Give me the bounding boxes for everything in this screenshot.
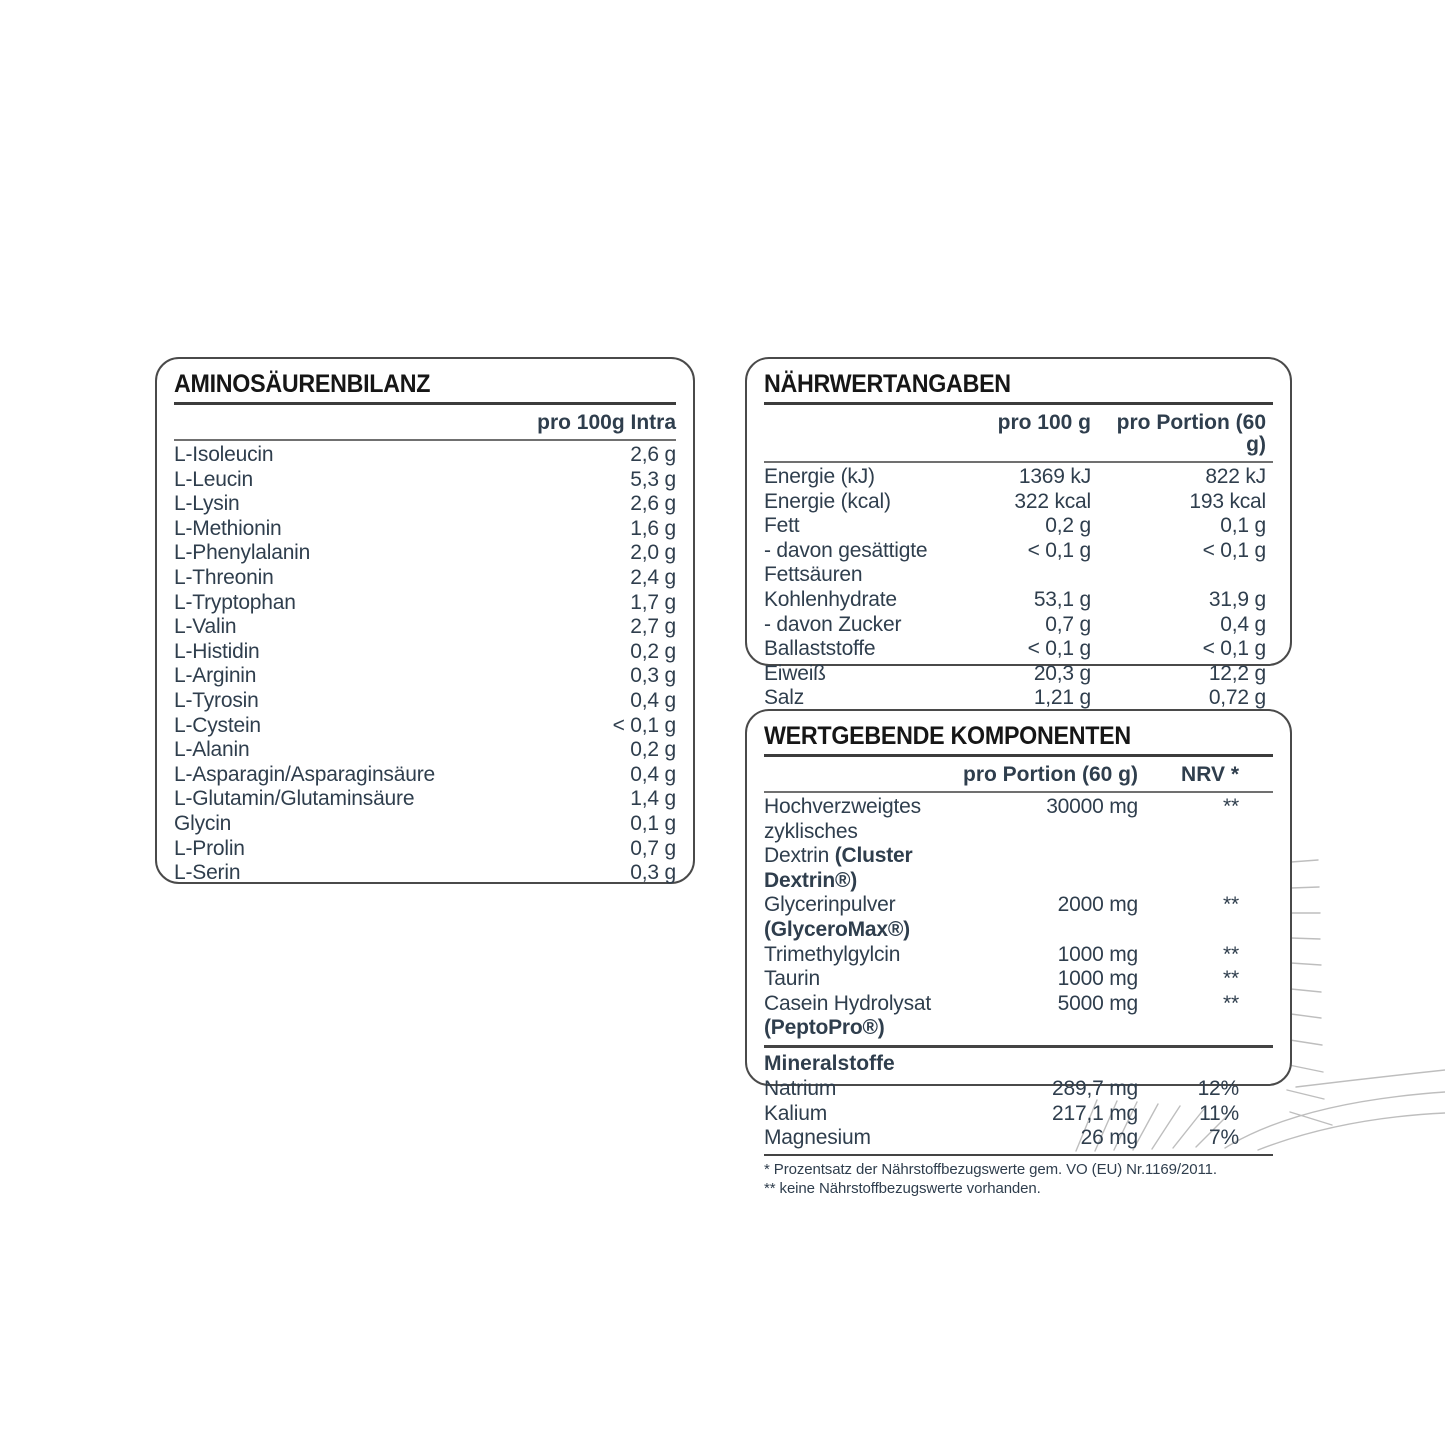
amino-acid-name: L-Valin [174,615,237,639]
nutrient-per-portion-value: < 0,1 g [1202,538,1266,562]
nutrient-name: - davon Zucker [764,612,902,636]
amino-acid-name: L-Serin [174,861,241,885]
component-amount [988,844,1138,893]
components-header-spacer [764,764,888,786]
amino-acid-value: 1,7 g [630,590,676,614]
amino-acid-value: 2,6 g [630,492,676,516]
mineral-name: Magnesium [764,1126,871,1150]
nutrient-name: Energie (kJ) [764,465,875,488]
per-100g-col-header: pro 100 g [997,411,1091,434]
mineral-amount: 289,7 mg [1052,1076,1138,1100]
tick-line [1290,1112,1332,1125]
footnotes [764,1156,1273,1198]
nutrient-per-portion-value: 31,9 g [1208,587,1266,611]
amino-acid-name: L-Histidin [174,639,260,663]
nutrition-header-spacer [764,412,983,456]
amino-acid-value: 1,4 g [630,787,676,811]
amino-header-spacer [174,412,537,434]
table-row [174,443,676,468]
tick-line [1287,1090,1324,1099]
table-row [764,539,1273,588]
tick-line [1290,1040,1322,1045]
tick-line [1291,1014,1321,1018]
table-row [764,1077,1273,1102]
amino-acid-value: 0,3 g [630,664,676,688]
amino-rows [174,441,676,886]
table-row [174,738,676,763]
component-name [764,992,988,1041]
component-name [764,844,988,893]
nutrient-name: Ballaststoffe [764,637,876,661]
amino-acid-name: L-Arginin [174,664,257,688]
amino-acid-value: < 0,1 g [612,713,676,737]
footnote-no-nrv: ** keine Nährstoffbezugswerte vorhanden. [764,1179,1041,1197]
amino-acid-value: 0,3 g [630,861,676,885]
tick-line [1291,938,1320,939]
nutrient-name: Eiweiß [764,661,826,685]
nutrient-per-portion-value: 0,72 g [1208,686,1266,710]
amino-acid-name: L-Alanin [174,738,250,762]
table-row [174,812,676,837]
component-nrv: ** [1223,795,1239,818]
nutrient-per-100g-value: 20,3 g [1033,661,1091,685]
nutrient-per-100g-value: 0,2 g [1045,514,1091,538]
nutrition-panel-title: NÄHRWERTANGABEN [764,370,1011,398]
table-row [764,1102,1273,1127]
minerals-rows [764,1077,1273,1151]
table-row [174,566,676,591]
nutrient-per-100g-value: 322 kcal [1014,489,1091,513]
amino-acid-name: L-Leucin [174,467,253,491]
nutrient-per-portion-value: 822 kJ [1205,465,1266,488]
amino-acid-name: L-Phenylalanin [174,541,311,565]
component-amount: 30000 mg [1046,795,1138,818]
table-row [764,967,1273,992]
table-row [174,640,676,665]
nutrient-name: - davon gesättigte Fettsäuren [764,538,928,587]
component-name-text: Taurin [764,967,820,991]
amino-acid-name: L-Prolin [174,836,245,860]
table-row [764,588,1273,613]
component-name [764,893,988,942]
nutrition-header-row [764,405,1273,461]
nutrient-per-portion-value: 0,1 g [1220,514,1266,538]
table-row [764,992,1273,1041]
table-row [174,615,676,640]
amino-header-row [174,405,676,439]
nutrition-facts-panel [745,357,1292,710]
nutrient-name: Salz [764,686,805,710]
table-row [764,893,1273,942]
table-row [174,837,676,862]
amino-acid-value: 0,2 g [630,738,676,762]
component-nrv [1138,844,1273,893]
table-row [764,490,1273,515]
amino-acid-value: 0,2 g [630,639,676,663]
nutrient-per-100g-value: 1,21 g [1033,686,1091,710]
component-nrv: ** [1223,991,1239,1015]
table-row [174,517,676,542]
component-nrv: ** [1223,942,1239,966]
mineral-name: Natrium [764,1076,837,1100]
component-amount: 1000 mg [1057,967,1138,991]
tick-line [1291,963,1321,965]
table-row [764,943,1273,968]
amino-panel-title: AMINOSÄURENBILANZ [174,370,431,398]
amino-acids-panel [155,357,695,884]
table-row [174,861,676,886]
component-name-text: Glycerinpulver [764,893,896,917]
amino-acid-value: 2,7 g [630,615,676,639]
component-name-text: Casein Hydrolysat [764,991,931,1015]
nutrient-per-portion-value: 12,2 g [1208,661,1266,685]
nutrient-name: Fett [764,514,800,538]
component-name [764,967,988,992]
curve-line [1258,1113,1445,1150]
component-name [764,943,988,968]
table-row [764,662,1273,687]
components-panel-title: WERTGEBENDE KOMPONENTEN [764,722,1131,750]
table-row [174,689,676,714]
curve-line [1296,1070,1445,1087]
tick-line [1289,1065,1323,1072]
nutrient-per-100g-value: 1369 kJ [1018,465,1091,488]
nrv-col-header: NRV * [1181,763,1239,786]
table-row [764,465,1273,490]
mineral-nrv-percent: 7% [1209,1126,1239,1150]
table-row [764,795,1273,844]
table-row [174,541,676,566]
nutrient-per-portion-value: 0,4 g [1220,612,1266,636]
component-amount: 2000 mg [1057,893,1138,917]
table-row [174,714,676,739]
components-header-row [764,757,1273,791]
per-portion-col-header: pro Portion (60 g) [1116,411,1266,456]
amino-acid-name: L-Asparagin/Asparaginsäure [174,762,435,786]
table-row [764,686,1273,711]
table-row [764,1126,1273,1151]
table-row [174,664,676,689]
amino-acid-name: L-Lysin [174,492,240,516]
nutrient-name: Energie (kcal) [764,489,891,513]
mineral-amount: 26 mg [1080,1126,1138,1150]
table-row [764,637,1273,662]
footnote-nrv-reference: * Prozentsatz der Nährstoffbezugswerte gem. VO (EU) Nr.1169/2011. [764,1160,1217,1178]
table-row [174,591,676,616]
nutrient-per-100g-value: 53,1 g [1033,587,1091,611]
amino-col-header: pro 100g Intra [537,411,676,434]
amino-acid-name: L-Tyrosin [174,688,259,712]
component-amount: 5000 mg [1057,991,1138,1015]
components-rows [764,793,1273,1041]
table-row [174,468,676,493]
table-row [174,787,676,812]
nutrient-name: Kohlenhydrate [764,587,897,611]
amino-acid-name: Glycin [174,811,232,835]
amino-acid-name: L-Threonin [174,565,274,589]
nutrient-per-portion-value: < 0,1 g [1202,637,1266,661]
component-brand-name: (Cluster Dextrin®) [764,844,913,892]
amino-acid-name: L-Glutamin/Glutaminsäure [174,787,415,811]
mineral-nrv-percent: 11% [1199,1101,1239,1125]
amino-acid-value: 0,4 g [630,688,676,712]
amino-acid-name: L-Isoleucin [174,443,274,466]
table-row [764,613,1273,638]
table-row [174,763,676,788]
amino-acid-value: 5,3 g [630,467,676,491]
mineral-amount: 217,1 mg [1052,1101,1138,1125]
component-brand-name: (GlyceroMax®) [764,917,910,941]
amino-acid-name: L-Cystein [174,713,261,737]
amino-acid-value: 2,0 g [630,541,676,565]
table-row [764,844,1273,893]
amino-acid-value: 2,6 g [630,443,676,466]
tick-line [1291,989,1321,992]
amino-acid-name: L-Methionin [174,516,282,540]
key-components-panel [745,709,1292,1197]
nutrition-rows [764,463,1273,711]
component-nrv: ** [1223,967,1239,991]
mineral-nrv-percent: 12% [1197,1076,1239,1100]
tick-line [1291,887,1319,888]
tick-line [1291,860,1318,862]
component-name-text: Hochverzweigtes zyklisches [764,795,921,843]
amino-acid-value: 2,4 g [630,565,676,589]
component-amount: 1000 mg [1057,942,1138,966]
nutrient-per-100g-value: < 0,1 g [1027,538,1091,562]
amino-acid-value: 0,1 g [630,811,676,835]
table-row [174,492,676,517]
component-nrv: ** [1223,893,1239,917]
amino-acid-name: L-Tryptophan [174,590,296,614]
amino-acid-value: 0,7 g [630,836,676,860]
component-name-text: Dextrin [764,844,835,868]
mineral-name: Kalium [764,1101,827,1125]
amino-acid-value: 1,6 g [630,516,676,540]
per-portion-col-header: pro Portion (60 g) [963,763,1138,786]
component-name [764,795,988,844]
minerals-section-title: Mineralstoffe [764,1051,895,1075]
nutrient-per-100g-value: < 0,1 g [1027,637,1091,661]
table-row [764,514,1273,539]
component-name-text: Trimethylgylcin [764,942,901,966]
nutrient-per-100g-value: 0,7 g [1045,612,1091,636]
amino-acid-value: 0,4 g [630,762,676,786]
nutrient-per-portion-value: 193 kcal [1189,489,1266,513]
component-brand-name: (PeptoPro®) [764,1016,885,1040]
